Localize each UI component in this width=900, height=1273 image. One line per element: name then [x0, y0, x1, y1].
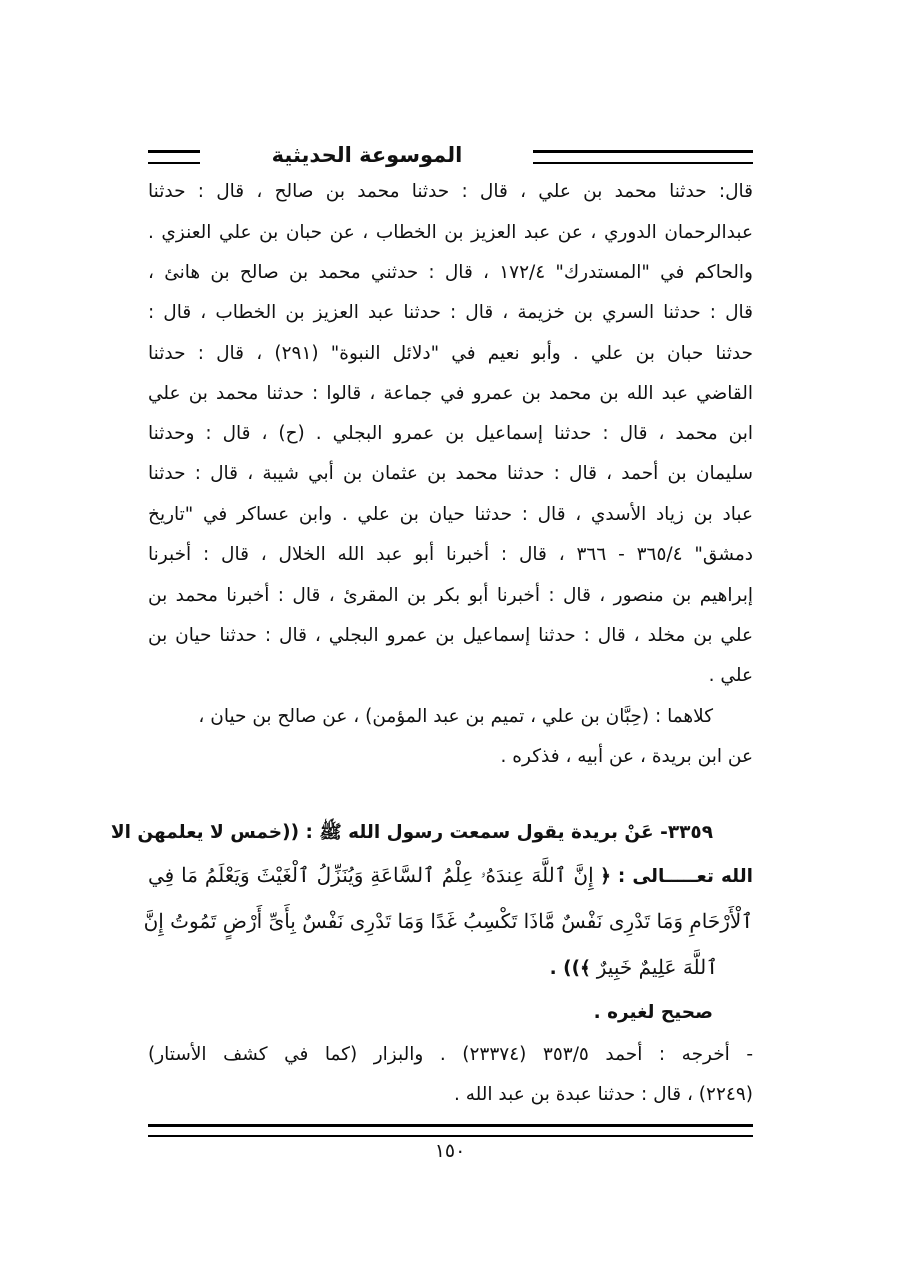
body-line: قال : حدثنا السري بن خزيمة ، قال : حدثنا عبد العزيز بن الخطاب ، قال : — [148, 302, 753, 323]
header-rule-right — [533, 150, 753, 164]
body-line: علي . — [708, 665, 753, 686]
quran-verse-part: ٱلْأَرْحَامِ وَمَا تَدْرِى نَفْسٌ مَّاذَا تَكْسِبُ غَدًا وَمَا تَدْرِى نَفْسٌ بِأَىِّ أَرْضٍ تَمُوتُ إِنَّ — [143, 909, 753, 933]
quran-verse-part: إِنَّ ٱللَّهَ عِندَهُۥ عِلْمُ ٱلسَّاعَةِ وَيُنَزِّلُ ٱلْغَيْثَ وَيَعْلَمُ مَا فِي — [148, 863, 594, 887]
body-line: دمشق" ٣٦٥/٤ - ٣٦٦ ، قال : أخبرنا أبو عبد الله الخلال ، قال : أخبرنا — [148, 544, 753, 565]
hadith-suffix: ﴾)) . — [549, 958, 591, 979]
body-line-indented: كلاهما : (حِبَّان بن علي ، تميم بن عبد المؤمن) ، عن صالح بن حيان ، — [198, 706, 713, 727]
body-line: عبدالرحمان الدوري ، عن عبد العزيز بن الخطاب ، عن حبان بن علي العنزي . — [148, 222, 753, 243]
body-line: عن ابن بريدة ، عن أبيه ، فذكره . — [500, 746, 753, 767]
body-line: علي بن مخلد ، قال : حدثنا إسماعيل بن عمرو البجلي ، قال : حدثنا حيان بن — [148, 625, 753, 646]
header-rule-left — [148, 150, 200, 164]
body-line: القاضي عبد الله بن محمد بن عمرو في جماعة ، قالوا : حدثنا محمد بن علي — [148, 383, 753, 404]
body-line: قال: حدثنا محمد بن علي ، قال : حدثنا محمد بن صالح ، قال : حدثنا — [148, 181, 753, 202]
hadith-grade: صحيح لغيره . — [593, 1002, 713, 1023]
body-line: إبراهيم بن منصور ، قال : أخبرنا أبو بكر بن المقرئ ، قال : أخبرنا محمد بن — [148, 585, 753, 606]
hadith-quran-line — [148, 952, 718, 982]
running-title: الموسوعة الحديثية — [271, 143, 463, 167]
takhrij-line: - أخرجه : أحمد ٣٥٣/٥ (٢٣٣٧٤) . والبزار (كما في كشف الأستار) — [148, 1044, 753, 1065]
running-header — [148, 138, 753, 174]
footer-rule — [148, 1124, 753, 1137]
page-number: ١٥٠ — [434, 1140, 466, 1162]
quran-verse-part: ٱللَّهَ عَلِيمٌ خَبِيرٌ — [596, 955, 718, 979]
hadith-heading: ٣٣٥٩- عَنْ بريدة يقول سمعت رسول الله ﷺ : ((خمس لا يعلمهن الا — [110, 822, 713, 843]
body-line: والحاكم في "المستدرك" ١٧٢/٤ ، قال : حدثني محمد بن صالح بن هانئ ، — [148, 262, 753, 283]
hadith-prefix: الله تعـــــالى : ﴿ — [600, 866, 753, 887]
body-line: حدثنا حبان بن علي . وأبو نعيم في "دلائل النبوة" (٢٩١) ، قال : حدثنا — [148, 343, 753, 364]
body-line: سليمان بن أحمد ، قال : حدثنا محمد بن عثمان بن أبي شيبة ، قال : حدثنا — [148, 463, 753, 484]
hadith-quran-line — [148, 860, 753, 890]
body-line: عباد بن زياد الأسدي ، قال : حدثنا حيان بن علي . وابن عساكر في "تاريخ — [148, 504, 753, 525]
takhrij-line: (٢٢٤٩) ، قال : حدثنا عبدة بن عبد الله . — [453, 1084, 753, 1105]
body-line: ابن محمد ، قال : حدثنا إسماعيل بن عمرو البجلي . (ح) ، قال : وحدثنا — [148, 423, 753, 444]
